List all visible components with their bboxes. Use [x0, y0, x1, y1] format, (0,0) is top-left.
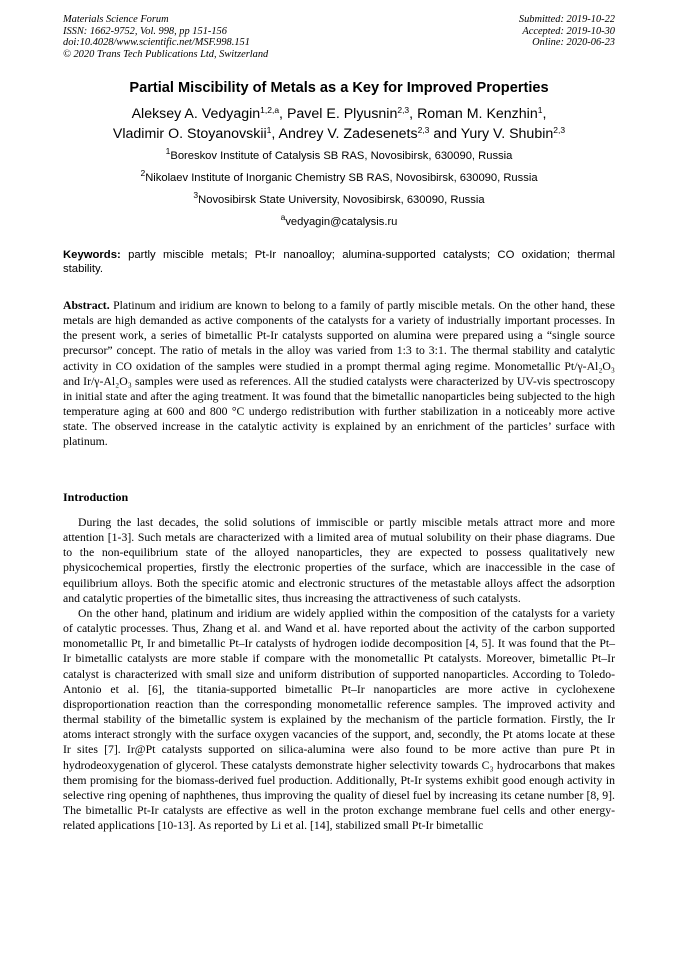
abstract-text: Platinum and iridium are known to belong to a family of partly miscible metals. On the other hand, these metals are high demanded as active components of the catalysts for a variety of industrially important processes. In the present work, a series of bimetallic Pt-Ir catalysts supported on alumina were prepared using a “single source precursor” concept. The ratio of metals in the alloy was varied from 1:3 to 3:1. The thermal stability and catalytic activity in CO oxidation of the samples were studied in a prompt thermal aging regime. Monometallic Pt/γ-Al₂O₃ and Ir/γ-Al₂O₃ samples were used as references. All the studied catalysts were characterized by UV-vis spectroscopy in initial state and after the aging treatment. It was found that the bimetallic nanoparticles being subjected to the high temperature aging at 600 and 800 °C undergo redistribution with further stabilization in a noticeably more active state. The observed increase in the catalytic activity is explained by an enrichment of the particles’ surface with platinum. [63, 299, 615, 449]
accepted-date: Accepted: 2019-10-30 [522, 25, 615, 37]
author-separator: and [429, 126, 461, 142]
affiliation-marker: 2 [140, 168, 146, 178]
author-separator: , [542, 106, 547, 122]
author-list [40, 104, 638, 144]
affiliation-2 [0, 168, 678, 184]
author-name: Vladimir O. Stoyanovskii [112, 126, 267, 142]
keywords-label: Keywords: [63, 249, 121, 261]
journal-name: Materials Science Forum [63, 14, 169, 25]
doi-line: doi:10.4028/www.scientific.net/MSF.998.151 [63, 37, 250, 49]
issn-line: ISSN: 1662-9752, Vol. 998, pp 151-156 [63, 25, 227, 37]
author-name: Roman M. Kenzhin [417, 106, 538, 122]
online-date: Online: 2020-06-23 [532, 37, 615, 49]
section-heading: Introduction [63, 490, 129, 504]
author-affiliation-marker: 1,2,a [260, 105, 280, 115]
keywords [63, 249, 615, 276]
affiliation-marker: 1 [165, 146, 171, 156]
email-text: vedyagin@catalysis.ru [285, 216, 398, 228]
author-name: Pavel E. Plyusnin [286, 106, 398, 122]
abstract-label: Abstract. [63, 299, 110, 312]
affiliation-3 [0, 190, 678, 206]
introduction-body [63, 515, 615, 833]
submitted-date: Submitted: 2019-10-22 [518, 14, 615, 25]
submission-dates [519, 14, 615, 49]
affiliation-text: Boreskov Institute of Catalysis SB RAS, Novosibirsk, 630090, Russia [170, 150, 513, 162]
corresponding-email [0, 212, 678, 228]
affiliation-text: Novosibirsk State University, Novosibirsk, 630090, Russia [198, 194, 485, 206]
author-separator: , [409, 106, 418, 122]
journal-info [63, 14, 268, 60]
affiliation-marker: a [280, 212, 286, 222]
copyright-line: © 2020 Trans Tech Publications Ltd, Switzerland [63, 48, 269, 60]
paper-title: Partial Miscibility of Metals as a Key for Improved Properties [129, 80, 549, 96]
author-affiliation-marker: 2,3 [417, 125, 430, 135]
author-name: Andrey V. Zadesenets [278, 126, 418, 142]
author-affiliation-marker: 2,3 [397, 105, 410, 115]
author-affiliation-marker: 1 [266, 125, 272, 135]
paragraph: On the other hand, platinum and iridium are widely applied within the composition of the catalysts for a variety of catalytic processes. Thus, Zhang et al. and Wand et al. have reported about the activity of the carbon supported monometallic Pt, Ir and bimetallic Pt–Ir catalysts of hydrogen iodide decomposition [4, 5]. It was found that the Pt–Ir bimetallic catalysts are more stable if compare with the monometallic Pt catalysts. Moreover, bimetallic Pt–Ir catalyst is characterized with small size and uniform distribution of supported nanoparticles. According to Toledo-Antonio et al. [6], the titania-supported bimetallic Pt–Ir nanoparticles are more active in cyclohexene disproportionation reaction than the corresponding monometallic reference samples. The improved activity and thermal stability of the bimetallic system is explained by the mechanism of the particle formation. Firstly, the Ir atoms interact strongly with the surface oxygen vacancies of the support, and, secondly, the Pt atoms locate at these Ir sites [7]. Ir@Pt catalysts supported on silica-alumina were also found to be more active than pure Pt in hydrodeoxygenation of glycerol. These catalysts demonstrate higher selectivity towards C₃ hydrocarbons that makes them promising for the biomass-derived fuel production. Additionally, Pt-Ir systems exhibit good enough activity in selective ring opening of naphthenes, thus improving the quality of diesel fuel by increasing its cetane number [8, 9]. The bimetallic Pt-Ir catalysts are effective as well in the proton exchange membrane fuel cells and other energy-related applications [10-13]. As reported by Li et al. [14], stabilized small Pt-Ir bimetallic [63, 606, 615, 833]
abstract [63, 298, 615, 450]
author-name: Aleksey A. Vedyagin [131, 106, 261, 122]
author-name: Yury V. Shubin [460, 126, 554, 142]
paragraph: During the last decades, the solid solutions of immiscible or partly miscible metals attract more and more attention [1-3]. Such metals are characterized with a limited area of mutual solubility on their phase diagrams. Due to the non-equilibrium state of the alloyed nanoparticles, they are expected to possess qualitatively new physicochemical properties, firstly the electronic properties of the surface, which are inaccessible in the case of equilibrium alloys. Both the specific atomic and electronic structures of the metastable alloys affect the adsorption and catalytic properties of the bimetallic sites, thus increasing the attractiveness of such catalysts. [63, 516, 615, 605]
keywords-text: partly miscible metals; Pt-Ir nanoalloy; alumina-supported catalysts; CO oxidation; thermal stability. [63, 249, 615, 275]
affiliation-1 [0, 146, 678, 162]
author-separator: , [271, 126, 279, 142]
affiliation-marker: 3 [193, 190, 199, 200]
author-affiliation-marker: 2,3 [553, 125, 566, 135]
author-separator: , [279, 106, 287, 122]
affiliation-text: Nikolaev Institute of Inorganic Chemistry SB RAS, Novosibirsk, 630090, Russia [145, 172, 538, 184]
author-affiliation-marker: 1 [537, 105, 543, 115]
